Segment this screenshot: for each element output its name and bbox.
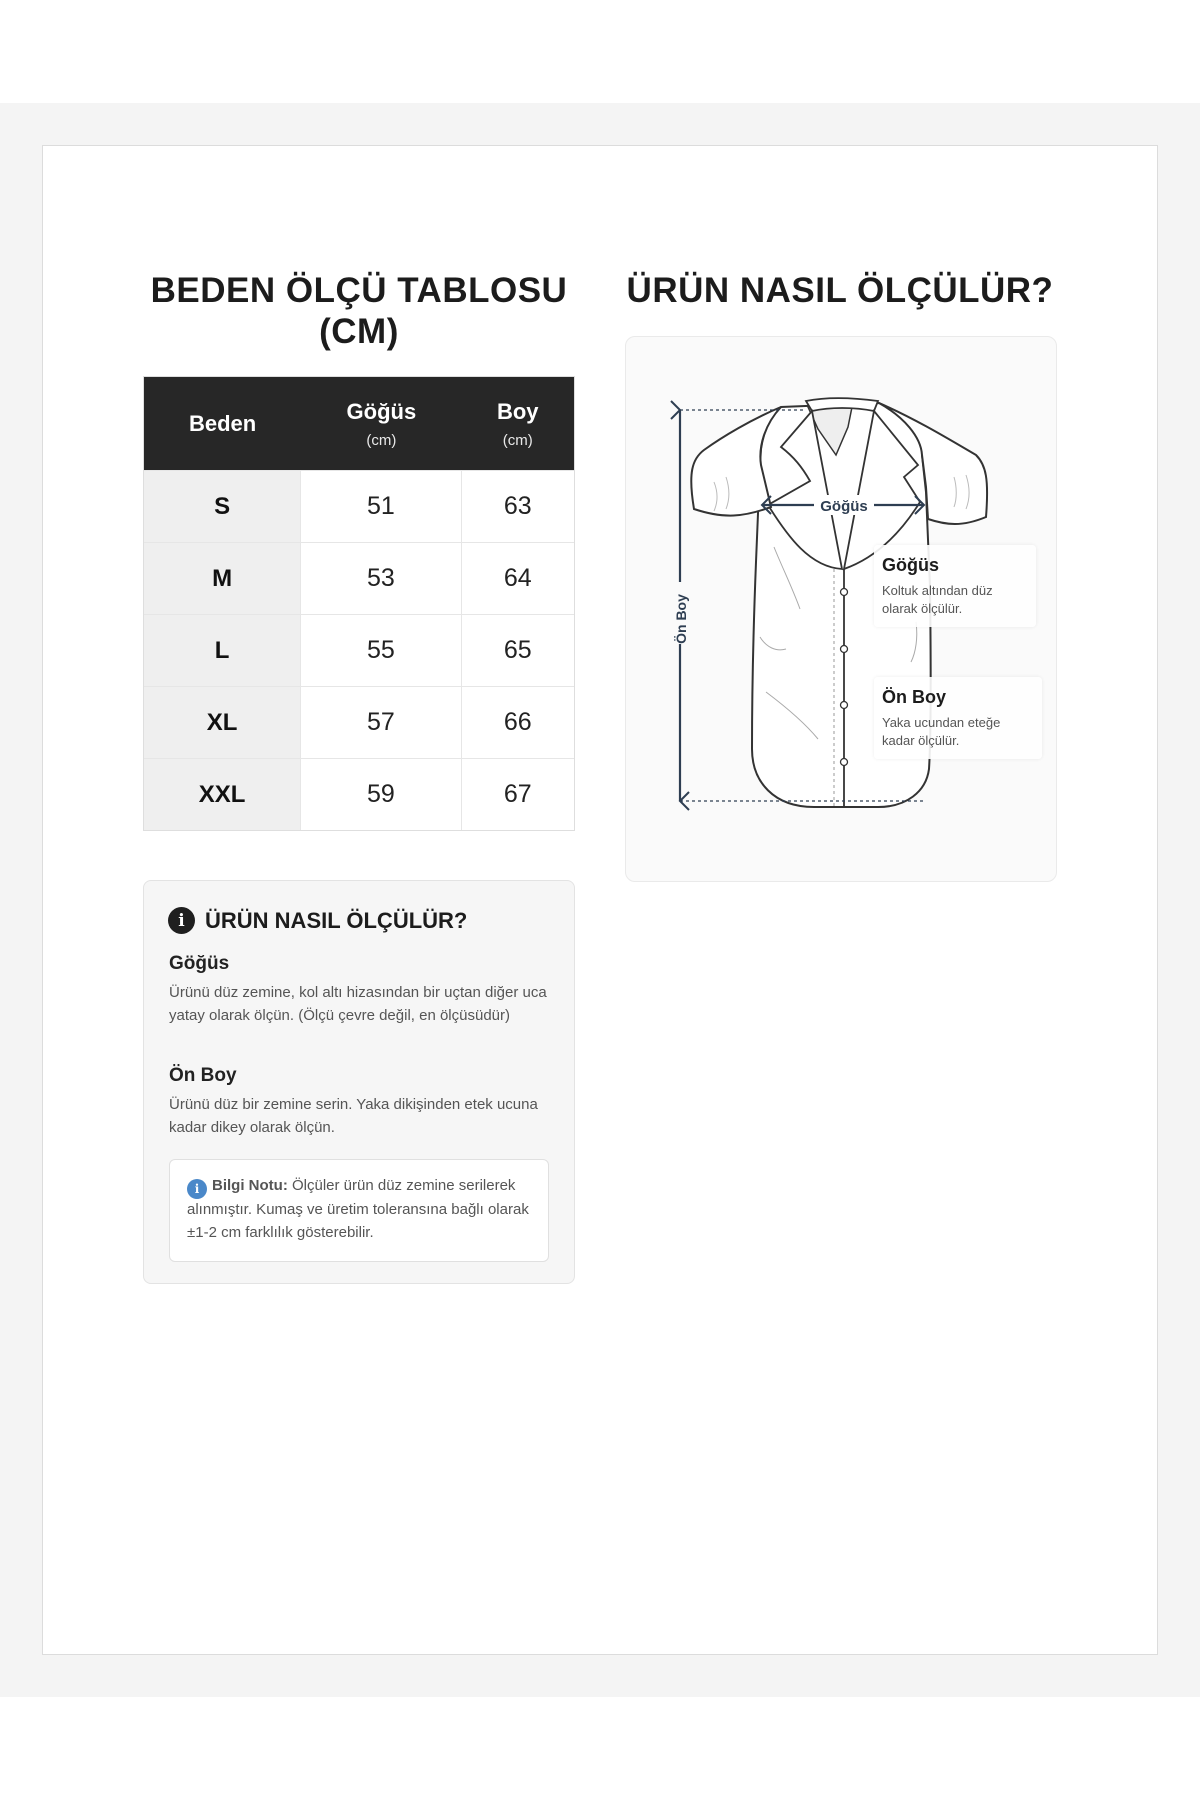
info-note <box>169 1159 549 1262</box>
cell-length: 66 <box>503 708 532 736</box>
header-size <box>144 377 301 470</box>
shirt-button <box>841 589 848 596</box>
shirt-button <box>841 702 848 709</box>
cell-size: XL <box>144 687 301 758</box>
chest-arrow-label: Göğüs <box>820 498 868 515</box>
cell-chest: 53 <box>301 543 461 614</box>
length-section-text: Ürünü düz bir zemine serin. Yaka dikişinden etek ucuna kadar dikey olarak ölçün. <box>169 1096 538 1136</box>
garment-illustration <box>626 337 1058 883</box>
cell-chest: 55 <box>301 615 461 686</box>
cell-chest: 57 <box>301 687 461 758</box>
cell-size: XXL <box>144 759 301 830</box>
header-chest-unit: (cm) <box>366 431 397 449</box>
chest-callout-line-1: Koltuk altından düz <box>882 583 993 598</box>
cell-chest: 59 <box>301 759 461 830</box>
table-header <box>144 377 574 470</box>
note-label: Bilgi Notu: <box>212 1177 288 1194</box>
length-arrow-head-top <box>671 401 680 419</box>
cell-size: M <box>144 543 301 614</box>
info-header <box>168 907 467 934</box>
header-chest-label: Göğüs <box>346 398 417 424</box>
header-length <box>462 377 574 470</box>
how-to-measure-title: ÜRÜN NASIL ÖLÇÜLÜR? <box>626 271 1054 310</box>
measure-info-box <box>143 880 575 1284</box>
size-chart-table <box>143 376 575 831</box>
table-row <box>144 470 574 542</box>
cell-size: S <box>144 471 301 542</box>
length-arrow-label: Ön Boy <box>673 594 689 644</box>
note-info-icon: i <box>187 1179 207 1199</box>
table-row <box>144 758 574 830</box>
shirt-button <box>841 759 848 766</box>
shirt-button <box>841 646 848 653</box>
note-text: Ölçüler ürün düz zemine serilerek alınmıştır. Kumaş ve üretim toleransına bağlı olarak ±1-2 cm farklılık gösterebilir. <box>187 1177 529 1241</box>
header-length-unit: (cm) <box>502 431 533 449</box>
chest-callout-title: Göğüs <box>882 555 939 575</box>
header-length-label: Boy <box>496 398 539 424</box>
chest-section-text: Ürünü düz zemine, kol altı hizasından bir uçtan diğer uca yatay olarak ölçün. (Ölçü çevre değil, en ölçüsüdür) <box>169 984 547 1024</box>
measurement-diagram <box>625 336 1057 882</box>
length-callout-title: Ön Boy <box>882 687 947 707</box>
chest-callout-line-2: olarak ölçülür. <box>882 601 963 616</box>
length-callout-line-1: Yaka ucundan eteğe <box>882 715 1001 730</box>
header-size-label: Beden <box>189 410 257 436</box>
length-callout-line-2: kadar ölçülür. <box>882 733 960 748</box>
cell-length: 65 <box>503 636 532 664</box>
size-chart-title: BEDEN ÖLÇÜ TABLOSU (CM) <box>150 271 568 351</box>
cell-chest: 51 <box>301 471 461 542</box>
table-row <box>144 614 574 686</box>
info-icon: i <box>168 907 195 934</box>
cell-length: 63 <box>503 492 532 520</box>
table-row <box>144 542 574 614</box>
cell-length: 64 <box>503 564 532 592</box>
cell-length: 67 <box>503 780 532 808</box>
cell-size: L <box>144 615 301 686</box>
length-section-title: Ön Boy <box>169 1065 237 1086</box>
table-row <box>144 686 574 758</box>
chest-section-title: Göğüs <box>169 953 230 974</box>
header-chest <box>301 377 461 470</box>
info-title: ÜRÜN NASIL ÖLÇÜLÜR? <box>205 907 468 933</box>
